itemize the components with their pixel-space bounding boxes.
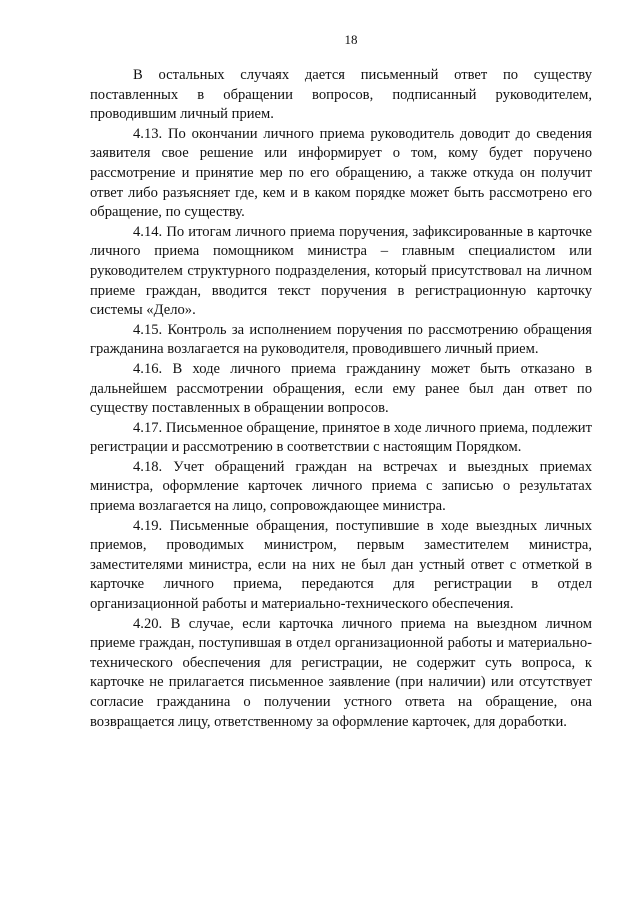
paragraph-4-13: 4.13. По окончании личного приема руководитель доводит до сведения заявителя свое решение или информирует о том, кому будет поручено рассмотрение и принятие мер по его обращению, а также откуда он получит ответ либо разъясняет где, кем и в каком порядке может быть рассмотрено его обращение, по существу. <box>90 125 592 221</box>
paragraph-4-17: 4.17. Письменное обращение, принятое в ходе личного приема, подлежит регистрации и рассмотрению в соответствии с настоящим Порядком. <box>90 419 592 456</box>
paragraph-4-20: 4.20. В случае, если карточка личного приема на выездном личном приеме граждан, поступившая в отдел организационной работы и материально-технического обеспечения для регистрации, не содержит суть вопроса, к карточке не прилагается письменное заявление (при наличии) или отсутствует согласие гражданина о получении устного ответа на обращение, она возвращается лицу, ответственному за оформление карточек, для доработки. <box>90 615 592 730</box>
page-number: 18 <box>344 32 358 47</box>
paragraph-4-18: 4.18. Учет обращений граждан на встречах и выездных приемах министра, оформление карточек личного приема с записью о результатах приема возлагается на лицо, сопровождающее министра. <box>90 458 592 515</box>
paragraph-4-15: 4.15. Контроль за исполнением поручения по рассмотрению обращения гражданина возлагается на руководителя, проводившего личный прием. <box>90 321 592 358</box>
paragraph-4-14: 4.14. По итогам личного приема поручения, зафиксированные в карточке личного приема помощником министра – главным специалистом или руководителем структурного подразделения, который присутствовал на личном приеме граждан, вводится текст поручения в регистрационную карточку системы «Дело». <box>90 223 592 319</box>
paragraph-intro: В остальных случаях дается письменный ответ по существу поставленных в обращении вопросов, подписанный руководителем, проводившим личный прием. <box>90 67 592 123</box>
paragraph-4-19: 4.19. Письменные обращения, поступившие в ходе выездных личных приемов, проводимых министром, первым заместителем министра, заместителями министра, если на них не был дан устный ответ с отметкой в карточке личного приема, передаются для регистрации в отдел организационной работы и материально-технического обеспечения. <box>90 517 592 613</box>
paragraph-4-16: 4.16. В ходе личного приема гражданину может быть отказано в дальнейшем рассмотрении обращения, если ему ранее был дан ответ по существу поставленных в обращении вопросов. <box>90 360 592 417</box>
